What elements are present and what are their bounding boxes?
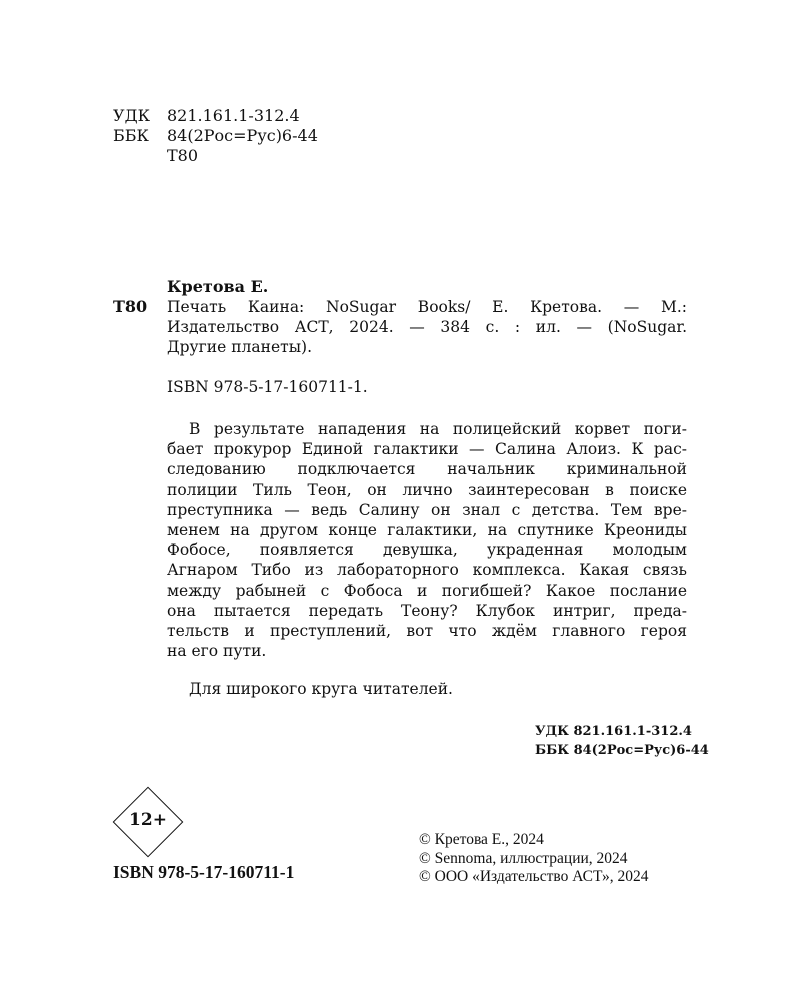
bib-line: Другие планеты). [167, 338, 313, 356]
copyright-line: © Sennoma, иллюстрации, 2024 [419, 849, 628, 867]
annotation-line: бает прокурор Единой галактики — Салина Алоиз. К рас- [167, 440, 687, 459]
author-name: Кретова Е. [167, 277, 269, 296]
right-udc: УДК 821.161.1-312.4 [535, 724, 692, 739]
copyright-block [419, 831, 649, 887]
right-bbk: ББК 84(2Рос=Рус)6-44 [535, 743, 709, 758]
annotation-line: на его пути. [167, 642, 267, 661]
udc-value: 821.161.1-312.4 [167, 106, 300, 125]
udc-key: УДК [113, 106, 150, 125]
age-rating-badge [110, 784, 186, 860]
age-rating-text: 12+ [129, 810, 167, 830]
annotation-line: между рабыней с Фобоса и погибшей? Какое послание [167, 581, 687, 600]
isbn-bottom: ISBN 978-5-17-160711-1 [113, 862, 295, 882]
audience-note: Для широкого круга читателей. [189, 680, 453, 698]
bib-isbn: ISBN 978-5-17-160711-1. [167, 378, 368, 396]
copyright-line: © Кретова Е., 2024 [419, 831, 544, 848]
classification-block [113, 106, 318, 166]
annotation-line: В результате нападения на полицейский корвет поги- [189, 420, 687, 438]
bbk-value: 84(2Рос=Рус)6-44 [167, 126, 318, 145]
author-mark-value: Т80 [167, 146, 199, 165]
bib-description [167, 297, 687, 357]
annotation-line: она пытается передать Теону? Клубок интриг, преда- [167, 601, 687, 620]
bbk-line [113, 126, 318, 146]
bib-line: Издательство АСТ, 2024. — 384 с. : ил. — (NoSugar. [167, 318, 687, 336]
annotation-line: Агнаром Тибо из лабораторного комплекса. Какая связь [167, 561, 687, 580]
annotation [167, 419, 687, 661]
bbk-key: ББК [113, 126, 149, 145]
annotation-line: тельств и преступлений, вот что ждём главного героя [167, 622, 687, 641]
annotation-line: менем на другом конце галактики, на спутнике Креониды [167, 521, 687, 540]
annotation-line: преступника — ведь Салину он знал с детства. Тем вре- [167, 500, 687, 519]
annotation-line: Фобосе, появляется девушка, украденная молодым [167, 541, 687, 560]
udc-line [113, 106, 318, 126]
bib-line: Печать Каина: NoSugar Books/ Е. Кретова. — М.: [167, 298, 687, 316]
bib-author-mark: Т80 [113, 297, 148, 316]
copyright-line: © ООО «Издательство АСТ», 2024 [419, 868, 649, 885]
right-codes [535, 722, 709, 760]
annotation-line: следованию подключается начальник криминальной [167, 460, 687, 479]
author-mark-line [113, 146, 318, 166]
annotation-line: полиции Тиль Теон, он лично заинтересован в поиске [167, 480, 687, 499]
